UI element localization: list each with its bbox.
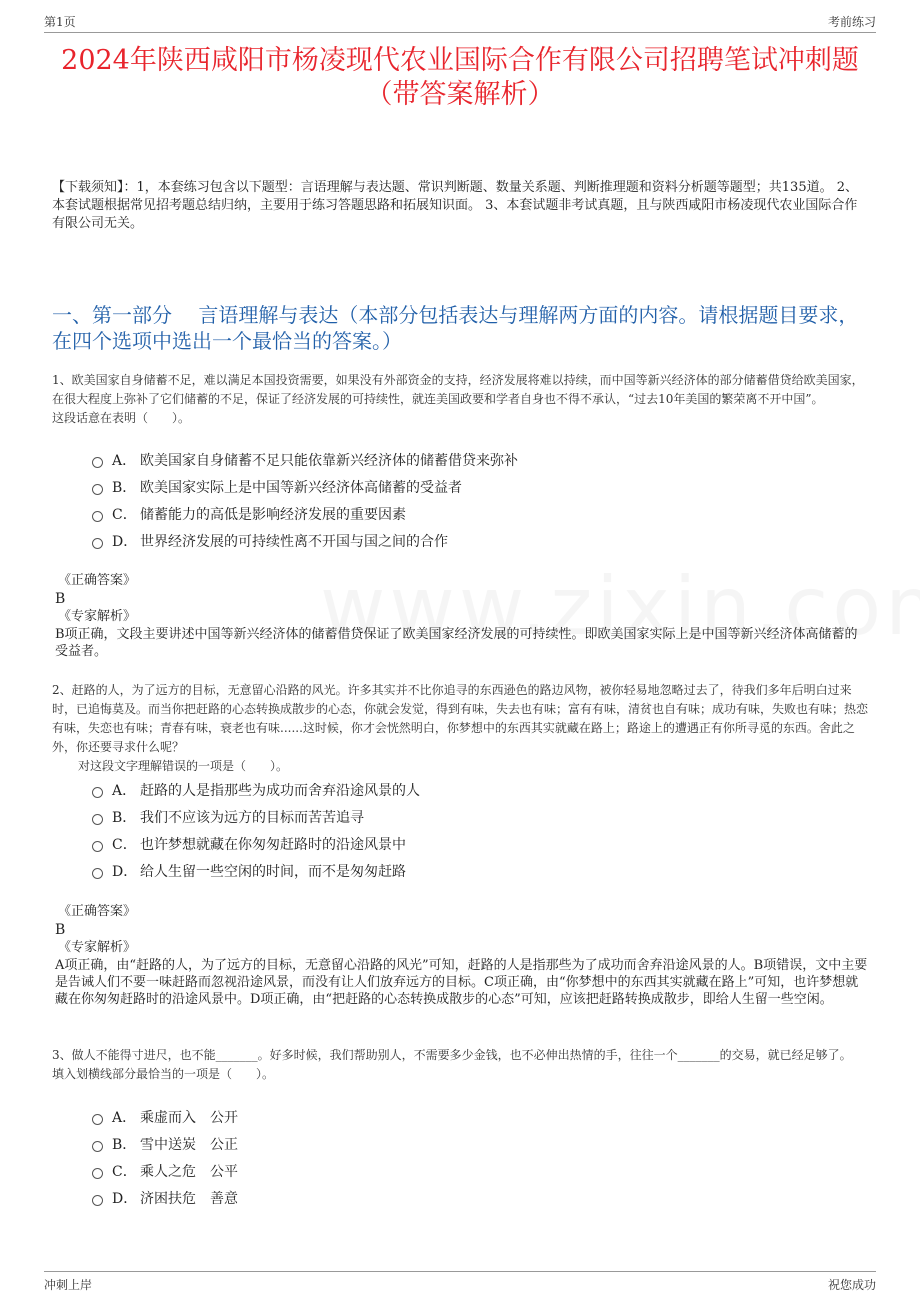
answer-value: B bbox=[55, 922, 66, 938]
header-category: 考前练习 bbox=[827, 15, 876, 29]
radio-icon[interactable] bbox=[92, 868, 103, 879]
radio-icon[interactable] bbox=[92, 1195, 103, 1206]
footer-left-text: 冲刺上岸 bbox=[44, 1278, 93, 1292]
option-b[interactable]: B． 我们不应该为远方的目标而苦苦追寻 bbox=[92, 803, 860, 830]
option-a[interactable]: A． 赶路的人是指那些为成功而舍弃沿途风景的人 bbox=[92, 776, 860, 803]
option-a[interactable]: A． 乘虚而入 公开 bbox=[92, 1103, 860, 1130]
answer-value: B bbox=[55, 591, 66, 607]
radio-icon[interactable] bbox=[92, 787, 103, 798]
radio-icon[interactable] bbox=[92, 511, 103, 522]
analysis-label: 《专家解析》 bbox=[58, 609, 137, 624]
question-2-answer bbox=[52, 903, 868, 1008]
analysis-label: 《专家解析》 bbox=[58, 940, 137, 955]
option-a[interactable]: A． 欧美国家自身储蓄不足只能依靠新兴经济体的储蓄借贷来弥补 bbox=[92, 446, 860, 473]
radio-icon[interactable] bbox=[92, 484, 103, 495]
radio-icon[interactable] bbox=[92, 814, 103, 825]
radio-icon[interactable] bbox=[92, 1168, 103, 1179]
option-b[interactable]: B． 雪中送炭 公正 bbox=[92, 1130, 860, 1157]
question-1 bbox=[52, 371, 868, 428]
question-1-options bbox=[92, 446, 860, 554]
option-d[interactable]: D． 世界经济发展的可持续性离不开国与国之间的合作 bbox=[92, 527, 860, 554]
footer-divider bbox=[44, 1271, 876, 1272]
question-prompt: 对这段文字理解错误的一项是（ ）。 bbox=[78, 759, 289, 773]
answer-label: 《正确答案》 bbox=[58, 573, 137, 588]
page-number: 第1页 bbox=[44, 15, 76, 29]
page-footer bbox=[44, 1276, 876, 1293]
radio-icon[interactable] bbox=[92, 841, 103, 852]
question-stem: 1、欧美国家自身储蓄不足，难以满足本国投资需要，如果没有外部资金的支持，经济发展将难以持续，而中国等新兴经济体的部分储蓄借贷给欧美国家，在很大程度上弥补了它们储蓄的不足，保证了经济发展的可持续性，就连美国政要和学者自身也不得不承认，“过去10年美国的繁荣离不开中国”。 bbox=[52, 373, 864, 406]
analysis-text: A项正确，由“赶路的人，为了远方的目标，无意留心沿路的风光”可知，赶路的人是指那些为了成功而舍弃沿途风景的人。B项错误，文中主要是告诫人们不要一味赶路而忽视沿途风景，而没有让人们放弃远方的目标。C项正确，由“你梦想中的东西其实就藏在路上”可知，也许梦想就藏在你匆匆赶路时的沿途风景中。D项正确，由“把赶路的心态转换成散步的心态”可知，应该把赶路转换成散步，即给人生留一些空闲。 bbox=[55, 958, 868, 1007]
question-prompt: 填入划横线部分最恰当的一项是（ ）。 bbox=[52, 1067, 275, 1081]
option-c[interactable]: C． 储蓄能力的高低是影响经济发展的重要因素 bbox=[92, 500, 860, 527]
footer-right-text: 祝您成功 bbox=[827, 1278, 876, 1292]
radio-icon[interactable] bbox=[92, 1114, 103, 1125]
analysis-text: B项正确，文段主要讲述中国等新兴经济体的储蓄借贷保证了欧美国家经济发展的可持续性。即欧美国家实际上是中国等新兴经济体高储蓄的受益者。 bbox=[55, 627, 858, 659]
answer-label: 《正确答案》 bbox=[58, 904, 137, 919]
question-3 bbox=[52, 1046, 868, 1084]
question-2-options bbox=[92, 776, 860, 884]
section-heading: 一、第一部分 言语理解与表达（本部分包括表达与理解两方面的内容。请根据题目要求，在四个选项中选出一个最恰当的答案。） bbox=[52, 303, 859, 353]
radio-icon[interactable] bbox=[92, 457, 103, 468]
question-3-options bbox=[92, 1103, 860, 1211]
download-notice: 【下载须知】：1，本套练习包含以下题型：言语理解与表达题、常识判断题、数量关系题、判断推理题和资料分析题等题型；共135道。 2、本套试题根据常见招考题总结归纳，主要用于练习答题思路和拓展知识面。 3、本套试题非考试真题，且与陕西咸阳市杨凌现代农业国际合作有限公司无关。 bbox=[52, 180, 858, 231]
option-c[interactable]: C． 乘人之危 公平 bbox=[92, 1157, 860, 1184]
document-title: 2024年陕西咸阳市杨凌现代农业国际合作有限公司招聘笔试冲刺题（带答案解析） bbox=[61, 45, 859, 110]
question-prompt: 这段话意在表明（ ）。 bbox=[52, 411, 191, 425]
option-c[interactable]: C． 也许梦想就藏在你匆匆赶路时的沿途风景中 bbox=[92, 830, 860, 857]
question-1-answer bbox=[52, 572, 868, 660]
question-stem: 3、做人不能得寸进尺，也不能_______。好多时候，我们帮助别人，不需要多少金钱，也不必伸出热情的手，往往一个_______的交易，就已经足够了。 bbox=[52, 1048, 852, 1062]
page-header bbox=[44, 13, 876, 30]
radio-icon[interactable] bbox=[92, 538, 103, 549]
option-d[interactable]: D． 给人生留一些空闲的时间，而不是匆匆赶路 bbox=[92, 857, 860, 884]
question-stem: 2、赶路的人，为了远方的目标，无意留心沿路的风光。许多其实并不比你追寻的东西逊色的路边风物，被你轻易地忽略过去了，待我们多年后明白过来时，已追悔莫及。而当你把赶路的心态转换成散步的心态，你就会发觉，得到有味，失去也有味；富有有味，清贫也自有味；成功有味，失败也有味；热恋有味，失恋也有味；青春有味，衰老也有味......这时候，你才会恍然明白，你梦想中的东西其实就藏在路上；路途上的遭遇正有你所寻觅的东西。舍此之外，你还要寻求什么呢？ bbox=[52, 683, 869, 754]
option-b[interactable]: B． 欧美国家实际上是中国等新兴经济体高储蓄的受益者 bbox=[92, 473, 860, 500]
option-d[interactable]: D． 济困扶危 善意 bbox=[92, 1184, 860, 1211]
header-divider bbox=[44, 32, 876, 33]
radio-icon[interactable] bbox=[92, 1141, 103, 1152]
question-2 bbox=[52, 681, 868, 776]
